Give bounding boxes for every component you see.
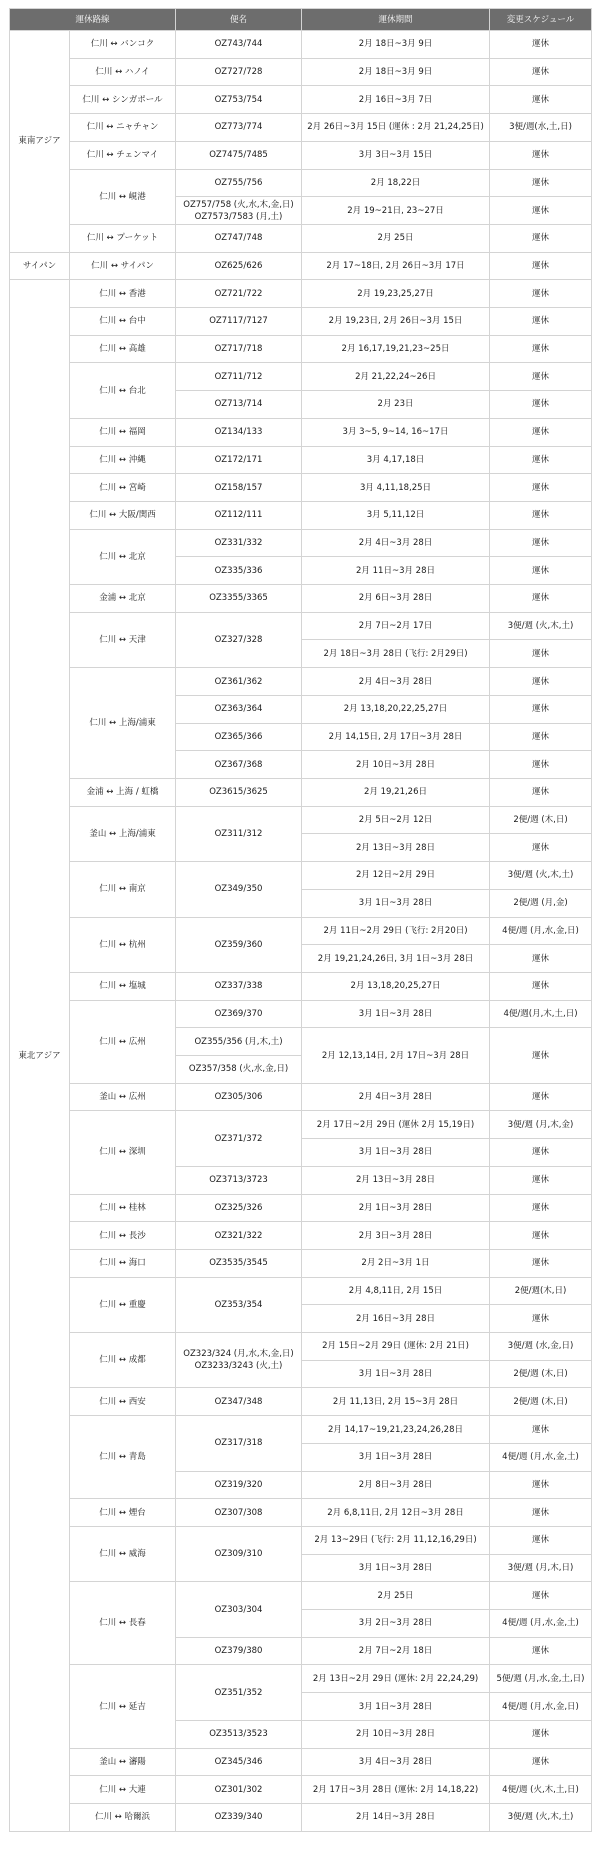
route-cell: 仁川 ↔ 台北 — [70, 363, 176, 418]
route-cell: 仁川 ↔ 深圳 — [70, 1111, 176, 1194]
period-cell: 2月 12,13,14日, 2月 17日~3月 28日 — [302, 1028, 490, 1083]
change-cell: 運休 — [490, 169, 592, 197]
table-row — [10, 1111, 592, 1139]
route-cell: 仁川 ↔ 高雄 — [70, 335, 176, 363]
flight-cell: OZ369/370 — [176, 1000, 302, 1028]
flight-cell: OZ7117/7127 — [176, 308, 302, 336]
period-cell: 2月 26日~3月 15日 (運休 : 2月 21,24,25日) — [302, 114, 490, 142]
route-cell: 仁川 ↔ 天津 — [70, 612, 176, 667]
table-row — [10, 335, 592, 363]
change-cell: 3便/週 (火,木,土) — [490, 1804, 592, 1832]
table-row — [10, 169, 592, 197]
route-cell: 仁川 ↔ 重慶 — [70, 1277, 176, 1332]
change-cell: 運休 — [490, 446, 592, 474]
period-cell: 2月 13日~2月 29日 (運休: 2月 22,24,29) — [302, 1665, 490, 1693]
period-cell: 3月 2日~3月 28日 — [302, 1610, 490, 1638]
route-cell: 仁川 ↔ 威海 — [70, 1526, 176, 1581]
change-cell: 2便/週(木,日) — [490, 1277, 592, 1305]
table-row — [10, 917, 592, 945]
change-cell: 5便/週 (月,水,金,土,日) — [490, 1665, 592, 1693]
table-row — [10, 1665, 592, 1693]
change-cell: 運休 — [490, 1222, 592, 1250]
period-cell: 2月 8日~3月 28日 — [302, 1471, 490, 1499]
flight-cell: OZ319/320 — [176, 1471, 302, 1499]
change-cell: 3便/週 (水,金,日) — [490, 1333, 592, 1361]
table-row — [10, 972, 592, 1000]
flight-cell: OZ773/774 — [176, 114, 302, 142]
flight-cell: OZ363/364 — [176, 695, 302, 723]
period-cell: 2月 13日~3月 28日 — [302, 834, 490, 862]
period-cell: 2月 11日~2月 29日 (飞行: 2月20日) — [302, 917, 490, 945]
period-cell: 3月 1日~3月 28日 — [302, 1443, 490, 1471]
flight-cell: OZ337/338 — [176, 972, 302, 1000]
flight-cell: OZ625/626 — [176, 252, 302, 280]
route-cell: 仁川 ↔ 上海/浦東 — [70, 668, 176, 779]
period-cell: 2月 13~29日 (飞行: 2月 11,12,16,29日) — [302, 1526, 490, 1554]
flight-cell: OZ747/748 — [176, 224, 302, 252]
table-row — [10, 612, 592, 640]
change-cell: 運休 — [490, 1166, 592, 1194]
table-row — [10, 1416, 592, 1444]
header-change: 変更スケジュール — [490, 9, 592, 31]
period-cell: 3月 4,17,18日 — [302, 446, 490, 474]
table-row — [10, 474, 592, 502]
period-cell: 3月 1日~3月 28日 — [302, 889, 490, 917]
route-cell: 仁川 ↔ 台中 — [70, 308, 176, 336]
change-cell: 2便/週 (木,日) — [490, 1388, 592, 1416]
change-cell: 4便/週 (火,木,土,日) — [490, 1776, 592, 1804]
table-header-row — [10, 9, 592, 31]
change-cell: 4便/週 (月,水,金,日) — [490, 917, 592, 945]
route-cell: 仁川 ↔ 桂林 — [70, 1194, 176, 1222]
change-cell: 運休 — [490, 751, 592, 779]
period-cell: 2月 4日~3月 28日 — [302, 1083, 490, 1111]
table-row — [10, 418, 592, 446]
change-cell: 4便/週(月,木,土,日) — [490, 1000, 592, 1028]
table-row — [10, 114, 592, 142]
table-row — [10, 778, 592, 806]
table-row — [10, 1194, 592, 1222]
change-cell: 運休 — [490, 391, 592, 419]
period-cell: 2月 5日~2月 12日 — [302, 806, 490, 834]
period-cell: 3月 5,11,12日 — [302, 501, 490, 529]
period-cell: 2月 17~18日, 2月 26日~3月 17日 — [302, 252, 490, 280]
change-cell: 3便/週(水,土,日) — [490, 114, 592, 142]
flight-cell: OZ757/758 (火,水,木,金,日) OZ7573/7583 (月,土) — [176, 197, 302, 225]
table-row — [10, 252, 592, 280]
route-cell: 仁川 ↔ バンコク — [70, 31, 176, 59]
route-cell: 釜山 ↔ 広州 — [70, 1083, 176, 1111]
table-row — [10, 308, 592, 336]
period-cell: 3月 4,11,18,25日 — [302, 474, 490, 502]
change-cell: 運休 — [490, 1028, 592, 1083]
route-cell: 仁川 ↔ 福岡 — [70, 418, 176, 446]
flight-cell: OZ325/326 — [176, 1194, 302, 1222]
change-cell: 2便/週 (木,日) — [490, 806, 592, 834]
route-cell: 仁川 ↔ サイパン — [70, 252, 176, 280]
change-cell: 4便/週 (月,水,金,土) — [490, 1443, 592, 1471]
route-cell: 仁川 ↔ シンガポール — [70, 86, 176, 114]
change-cell: 運休 — [490, 335, 592, 363]
period-cell: 2月 25日 — [302, 224, 490, 252]
period-cell: 2月 19~21日, 23~27日 — [302, 197, 490, 225]
change-cell: 運休 — [490, 972, 592, 1000]
table-row — [10, 363, 592, 391]
table-row — [10, 224, 592, 252]
change-cell: 運休 — [490, 1305, 592, 1333]
period-cell: 3月 1日~3月 28日 — [302, 1000, 490, 1028]
change-cell: 運休 — [490, 778, 592, 806]
period-cell: 2月 4日~3月 28日 — [302, 668, 490, 696]
flight-cell: OZ7475/7485 — [176, 141, 302, 169]
period-cell: 3月 1日~3月 28日 — [302, 1693, 490, 1721]
route-cell: 仁川 ↔ 南京 — [70, 862, 176, 917]
period-cell: 2月 14,15日, 2月 17日~3月 28日 — [302, 723, 490, 751]
flight-cell: OZ753/754 — [176, 86, 302, 114]
period-cell: 2月 19,21,24,26日, 3月 1日~3月 28日 — [302, 945, 490, 973]
change-cell: 運休 — [490, 280, 592, 308]
period-cell: 2月 18日~3月 9日 — [302, 58, 490, 86]
period-cell: 3月 3日~3月 15日 — [302, 141, 490, 169]
table-row — [10, 86, 592, 114]
flight-cell: OZ309/310 — [176, 1526, 302, 1581]
change-cell: 運休 — [490, 1582, 592, 1610]
route-cell: 仁川 ↔ 沖縄 — [70, 446, 176, 474]
period-cell: 2月 4日~3月 28日 — [302, 529, 490, 557]
change-cell: 運休 — [490, 252, 592, 280]
period-cell: 3月 1日~3月 28日 — [302, 1360, 490, 1388]
period-cell: 2月 15日~2月 29日 (運休: 2月 21日) — [302, 1333, 490, 1361]
table-row — [10, 1249, 592, 1277]
change-cell: 運休 — [490, 723, 592, 751]
flight-cell: OZ112/111 — [176, 501, 302, 529]
flight-cell: OZ351/352 — [176, 1665, 302, 1720]
flight-cell: OZ711/712 — [176, 363, 302, 391]
flight-cell: OZ713/714 — [176, 391, 302, 419]
change-cell: 運休 — [490, 1720, 592, 1748]
flight-cell: OZ305/306 — [176, 1083, 302, 1111]
period-cell: 2月 13日~3月 28日 — [302, 1166, 490, 1194]
change-cell: 3便/週 (月,木,金) — [490, 1111, 592, 1139]
header-flight: 便名 — [176, 9, 302, 31]
route-cell: 仁川 ↔ 香港 — [70, 280, 176, 308]
route-cell: 仁川 ↔ 杭州 — [70, 917, 176, 972]
change-cell: 運休 — [490, 86, 592, 114]
table-row — [10, 1083, 592, 1111]
change-cell: 運休 — [490, 1526, 592, 1554]
change-cell: 運休 — [490, 557, 592, 585]
period-cell: 2月 4,8,11日, 2月 15日 — [302, 1277, 490, 1305]
region-cell: サイパン — [10, 252, 70, 280]
change-cell: 4便/週 (月,水,金,日) — [490, 1693, 592, 1721]
table-row — [10, 1776, 592, 1804]
flight-cell: OZ301/302 — [176, 1776, 302, 1804]
period-cell: 2月 7日~2月 18日 — [302, 1637, 490, 1665]
route-cell: 仁川 ↔ 海口 — [70, 1249, 176, 1277]
change-cell: 運休 — [490, 1637, 592, 1665]
table-row — [10, 1804, 592, 1832]
route-cell: 仁川 ↔ 煙台 — [70, 1499, 176, 1527]
flight-cell: OZ365/366 — [176, 723, 302, 751]
table-row — [10, 1222, 592, 1250]
route-cell: 金浦 ↔ 上海 / 虹橋 — [70, 778, 176, 806]
period-cell: 2月 14,17~19,21,23,24,26,28日 — [302, 1416, 490, 1444]
change-cell: 運休 — [490, 640, 592, 668]
period-cell: 2月 13,18,20,22,25,27日 — [302, 695, 490, 723]
period-cell: 2月 6,8,11日, 2月 12日~3月 28日 — [302, 1499, 490, 1527]
route-cell: 仁川 ↔ プーケット — [70, 224, 176, 252]
flight-cell: OZ323/324 (月,水,木,金,日) OZ3233/3243 (火,土) — [176, 1333, 302, 1388]
change-cell: 運休 — [490, 585, 592, 613]
flight-cell: OZ311/312 — [176, 806, 302, 861]
table-row — [10, 501, 592, 529]
change-cell: 運休 — [490, 1499, 592, 1527]
route-cell: 釜山 ↔ 瀋陽 — [70, 1748, 176, 1776]
change-cell: 運休 — [490, 501, 592, 529]
period-cell: 2月 23日 — [302, 391, 490, 419]
period-cell: 2月 18,22日 — [302, 169, 490, 197]
change-cell: 運休 — [490, 308, 592, 336]
period-cell: 2月 14日~3月 28日 — [302, 1804, 490, 1832]
route-cell: 仁川 ↔ 広州 — [70, 1000, 176, 1083]
route-cell: 仁川 ↔ 哈爾浜 — [70, 1804, 176, 1832]
flight-cell: OZ347/348 — [176, 1388, 302, 1416]
route-cell: 仁川 ↔ 大連 — [70, 1776, 176, 1804]
flight-cell: OZ349/350 — [176, 862, 302, 917]
table-row — [10, 1526, 592, 1554]
route-cell: 仁川 ↔ 北京 — [70, 529, 176, 584]
flight-cell: OZ717/718 — [176, 335, 302, 363]
suspension-schedule-table — [9, 8, 592, 1832]
flight-cell: OZ158/157 — [176, 474, 302, 502]
period-cell: 2月 6日~3月 28日 — [302, 585, 490, 613]
table-row — [10, 1499, 592, 1527]
change-cell: 4便/週 (月,水,金,土) — [490, 1610, 592, 1638]
flight-cell: OZ345/346 — [176, 1748, 302, 1776]
route-cell: 仁川 ↔ 峴港 — [70, 169, 176, 224]
flight-cell: OZ172/171 — [176, 446, 302, 474]
route-cell: 仁川 ↔ 延吉 — [70, 1665, 176, 1748]
table-row — [10, 585, 592, 613]
table-row — [10, 806, 592, 834]
region-cell: 東南アジア — [10, 31, 70, 253]
period-cell: 2月 17日~3月 28日 (運休: 2月 14,18,22) — [302, 1776, 490, 1804]
change-cell: 運休 — [490, 58, 592, 86]
change-cell: 運休 — [490, 418, 592, 446]
flight-cell: OZ727/728 — [176, 58, 302, 86]
route-cell: 仁川 ↔ 西安 — [70, 1388, 176, 1416]
flight-cell: OZ307/308 — [176, 1499, 302, 1527]
period-cell: 2月 25日 — [302, 1582, 490, 1610]
flight-cell: OZ3713/3723 — [176, 1166, 302, 1194]
route-cell: 釜山 ↔ 上海/浦東 — [70, 806, 176, 861]
flight-cell: OZ355/356 (月,木,土) — [176, 1028, 302, 1056]
change-cell: 運休 — [490, 224, 592, 252]
period-cell: 2月 3日~3月 28日 — [302, 1222, 490, 1250]
route-cell: 仁川 ↔ 長沙 — [70, 1222, 176, 1250]
period-cell: 2月 16日~3月 7日 — [302, 86, 490, 114]
change-cell: 運休 — [490, 1471, 592, 1499]
change-cell: 運休 — [490, 529, 592, 557]
period-cell: 2月 11,13日, 2月 15~3月 28日 — [302, 1388, 490, 1416]
period-cell: 2月 2日~3月 1日 — [302, 1249, 490, 1277]
table-row — [10, 1277, 592, 1305]
route-cell: 仁川 ↔ 宮崎 — [70, 474, 176, 502]
period-cell: 2月 18日~3月 9日 — [302, 31, 490, 59]
table-row — [10, 1388, 592, 1416]
period-cell: 3月 1日~3月 28日 — [302, 1139, 490, 1167]
flight-cell: OZ743/744 — [176, 31, 302, 59]
route-cell: 金浦 ↔ 北京 — [70, 585, 176, 613]
flight-cell: OZ3535/3545 — [176, 1249, 302, 1277]
change-cell: 運休 — [490, 668, 592, 696]
change-cell: 運休 — [490, 1139, 592, 1167]
route-cell: 仁川 ↔ 大阪/関西 — [70, 501, 176, 529]
flight-cell: OZ353/354 — [176, 1277, 302, 1332]
period-cell: 2月 19,21,26日 — [302, 778, 490, 806]
table-row — [10, 280, 592, 308]
flight-cell: OZ331/332 — [176, 529, 302, 557]
period-cell: 2月 18日~3月 28日 (飞行: 2月29日) — [302, 640, 490, 668]
period-cell: 2月 1日~3月 28日 — [302, 1194, 490, 1222]
change-cell: 運休 — [490, 834, 592, 862]
flight-cell: OZ357/358 (火,水,金,日) — [176, 1056, 302, 1084]
flight-cell: OZ3615/3625 — [176, 778, 302, 806]
flight-cell: OZ134/133 — [176, 418, 302, 446]
change-cell: 3便/週 (月,木,日) — [490, 1554, 592, 1582]
region-cell: 東北アジア — [10, 280, 70, 1831]
change-cell: 運休 — [490, 1194, 592, 1222]
period-cell: 2月 17日~2月 29日 (運休 2月 15,19日) — [302, 1111, 490, 1139]
change-cell: 運休 — [490, 141, 592, 169]
change-cell: 2便/週 (月,金) — [490, 889, 592, 917]
flight-cell: OZ367/368 — [176, 751, 302, 779]
change-cell: 3便/週 (火,木,土) — [490, 862, 592, 890]
change-cell: 運休 — [490, 363, 592, 391]
change-cell: 運休 — [490, 1083, 592, 1111]
change-cell: 3便/週 (火,木,土) — [490, 612, 592, 640]
table-row — [10, 1748, 592, 1776]
period-cell: 2月 19,23日, 2月 26日~3月 15日 — [302, 308, 490, 336]
route-cell: 仁川 ↔ 塩城 — [70, 972, 176, 1000]
change-cell: 2便/週 (木,日) — [490, 1360, 592, 1388]
change-cell: 運休 — [490, 197, 592, 225]
table-row — [10, 1333, 592, 1361]
period-cell: 3月 1日~3月 28日 — [302, 1554, 490, 1582]
period-cell: 3月 4日~3月 28日 — [302, 1748, 490, 1776]
period-cell: 2月 11日~3月 28日 — [302, 557, 490, 585]
period-cell: 2月 21,22,24~26日 — [302, 363, 490, 391]
flight-cell: OZ317/318 — [176, 1416, 302, 1471]
change-cell: 運休 — [490, 31, 592, 59]
table-row — [10, 31, 592, 59]
route-cell: 仁川 ↔ 青島 — [70, 1416, 176, 1499]
route-cell: 仁川 ↔ 長春 — [70, 1582, 176, 1665]
table-row — [10, 1000, 592, 1028]
table-row — [10, 529, 592, 557]
flight-cell: OZ361/362 — [176, 668, 302, 696]
period-cell: 2月 16日~3月 28日 — [302, 1305, 490, 1333]
period-cell: 2月 12日~2月 29日 — [302, 862, 490, 890]
period-cell: 3月 3~5, 9~14, 16~17日 — [302, 418, 490, 446]
change-cell: 運休 — [490, 1416, 592, 1444]
table-row — [10, 446, 592, 474]
header-route: 運休路線 — [10, 9, 176, 31]
flight-cell: OZ359/360 — [176, 917, 302, 972]
flight-cell: OZ335/336 — [176, 557, 302, 585]
route-cell: 仁川 ↔ ハノイ — [70, 58, 176, 86]
flight-cell: OZ379/380 — [176, 1637, 302, 1665]
period-cell: 2月 16,17,19,21,23~25日 — [302, 335, 490, 363]
flight-cell: OZ327/328 — [176, 612, 302, 667]
flight-cell: OZ755/756 — [176, 169, 302, 197]
change-cell: 運休 — [490, 1748, 592, 1776]
flight-cell: OZ303/304 — [176, 1582, 302, 1637]
table-row — [10, 58, 592, 86]
flight-cell: OZ3513/3523 — [176, 1720, 302, 1748]
route-cell: 仁川 ↔ ニャチャン — [70, 114, 176, 142]
table-row — [10, 668, 592, 696]
change-cell: 運休 — [490, 945, 592, 973]
flight-cell: OZ371/372 — [176, 1111, 302, 1166]
change-cell: 運休 — [490, 1249, 592, 1277]
period-cell: 2月 7日~2月 17日 — [302, 612, 490, 640]
route-cell: 仁川 ↔ チェンマイ — [70, 141, 176, 169]
period-cell: 2月 13,18,20,25,27日 — [302, 972, 490, 1000]
header-period: 運休期間 — [302, 9, 490, 31]
change-cell: 運休 — [490, 695, 592, 723]
table-row — [10, 862, 592, 890]
route-cell: 仁川 ↔ 成都 — [70, 1333, 176, 1388]
period-cell: 2月 19,23,25,27日 — [302, 280, 490, 308]
flight-cell: OZ3355/3365 — [176, 585, 302, 613]
flight-cell: OZ339/340 — [176, 1804, 302, 1832]
table-row — [10, 1582, 592, 1610]
flight-cell: OZ721/722 — [176, 280, 302, 308]
period-cell: 2月 10日~3月 28日 — [302, 751, 490, 779]
change-cell: 運休 — [490, 474, 592, 502]
period-cell: 2月 10日~3月 28日 — [302, 1720, 490, 1748]
table-row — [10, 141, 592, 169]
flight-cell: OZ321/322 — [176, 1222, 302, 1250]
